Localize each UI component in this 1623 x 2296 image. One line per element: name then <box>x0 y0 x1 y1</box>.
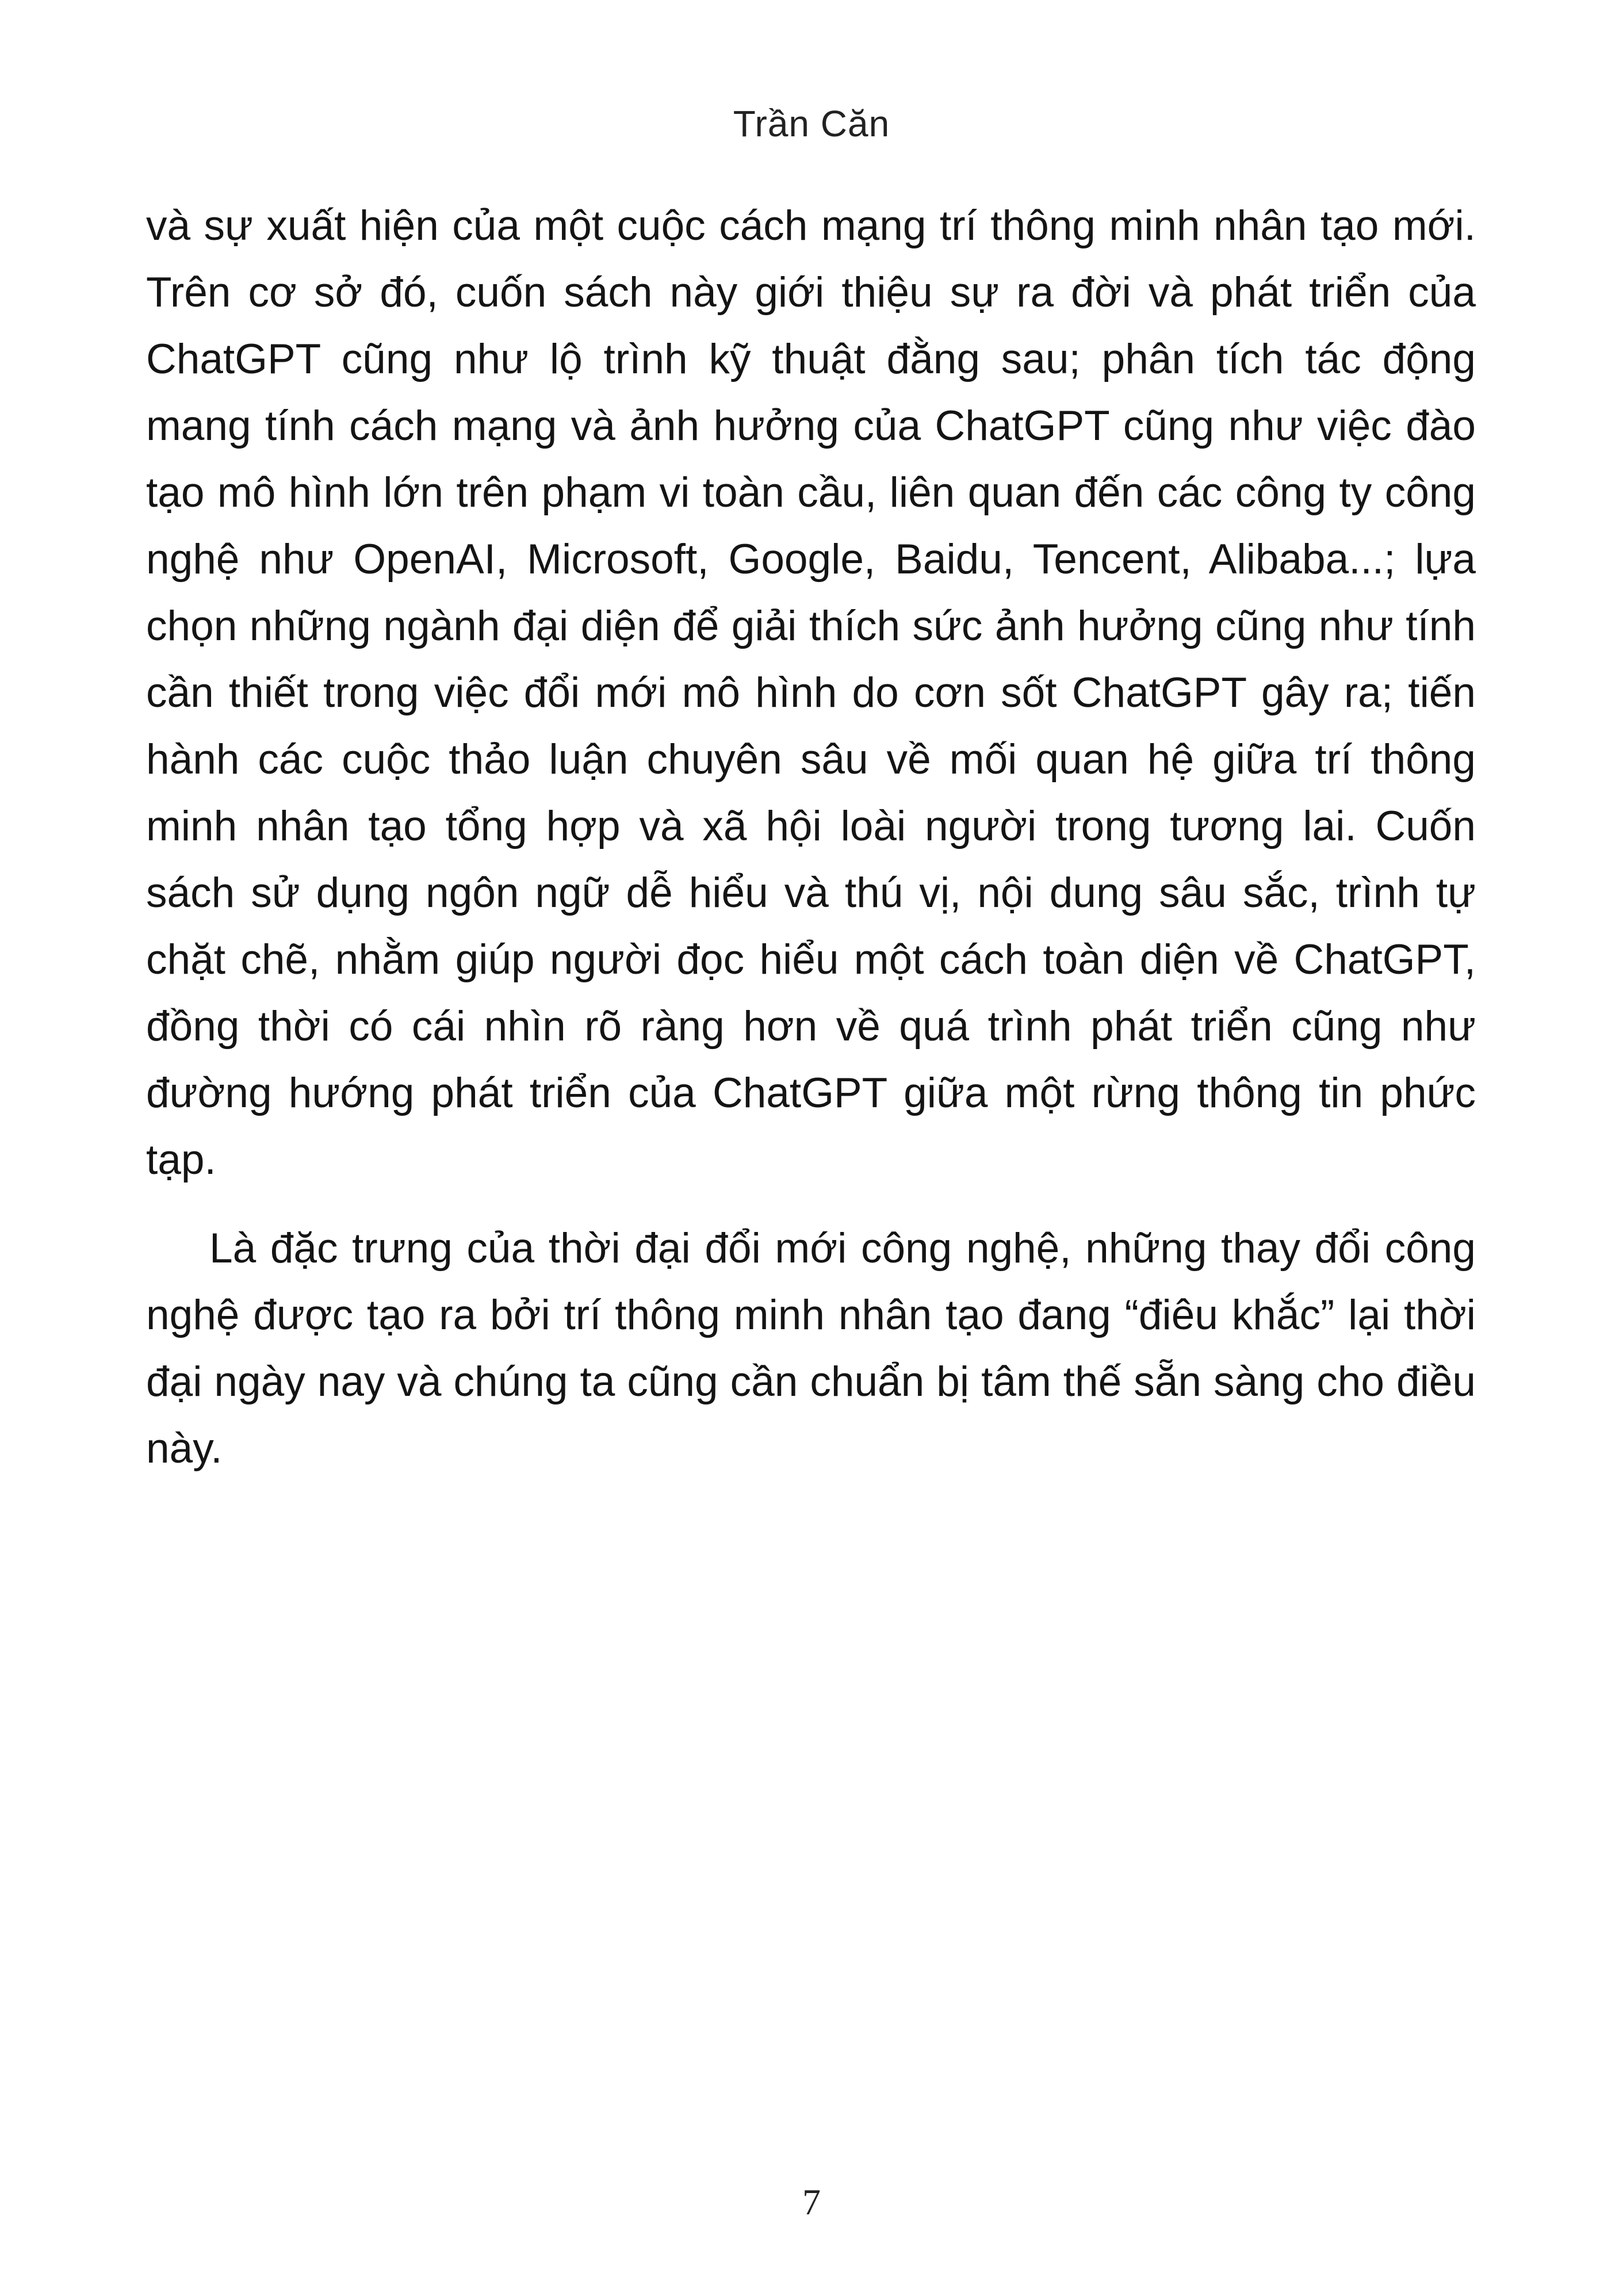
paragraph-2: Là đặc trưng của thời đại đổi mới công nghệ, những thay đổi công nghệ được tạo ra bởi trí thông minh nhân tạo đang “điêu khắc” lại thời đại ngày nay và chúng ta cũng cần chuẩn bị tâm thế sẵn sàng cho điều này. <box>146 1225 1476 1472</box>
running-header-title: Trần Căn <box>733 103 890 144</box>
page-number: 7 <box>802 2182 821 2222</box>
paragraph-1: và sự xuất hiện của một cuộc cách mạng trí thông minh nhân tạo mới. Trên cơ sở đó, cuốn sách này giới thiệu sự ra đời và phát triển của ChatGPT cũng như lộ trình kỹ thuật đằng sau; phân tích tác động mang tính cách mạng và ảnh hưởng của ChatGPT cũng như việc đào tạo mô hình lớn trên phạm vi toàn cầu, liên quan đến các công ty công nghệ như OpenAI, Microsoft, Google, Baidu, Tencent, Alibaba...; lựa chọn những ngành đại diện để giải thích sức ảnh hưởng cũng như tính cần thiết trong việc đổi mới mô hình do cơn sốt ChatGPT gây ra; tiến hành các cuộc thảo luận chuyên sâu về mối quan hệ giữa trí thông minh nhân tạo tổng hợp và xã hội loài người trong tương lai. Cuốn sách sử dụng ngôn ngữ dễ hiểu và thú vị, nội dung sâu sắc, trình tự chặt chẽ, nhằm giúp người đọc hiểu một cách toàn diện về ChatGPT, đồng thời có cái nhìn rõ ràng hơn về quá trình phát triển cũng như đường hướng phát triển của ChatGPT giữa một rừng thông tin phức tạp. <box>146 202 1476 1183</box>
body-text <box>146 193 1476 1482</box>
